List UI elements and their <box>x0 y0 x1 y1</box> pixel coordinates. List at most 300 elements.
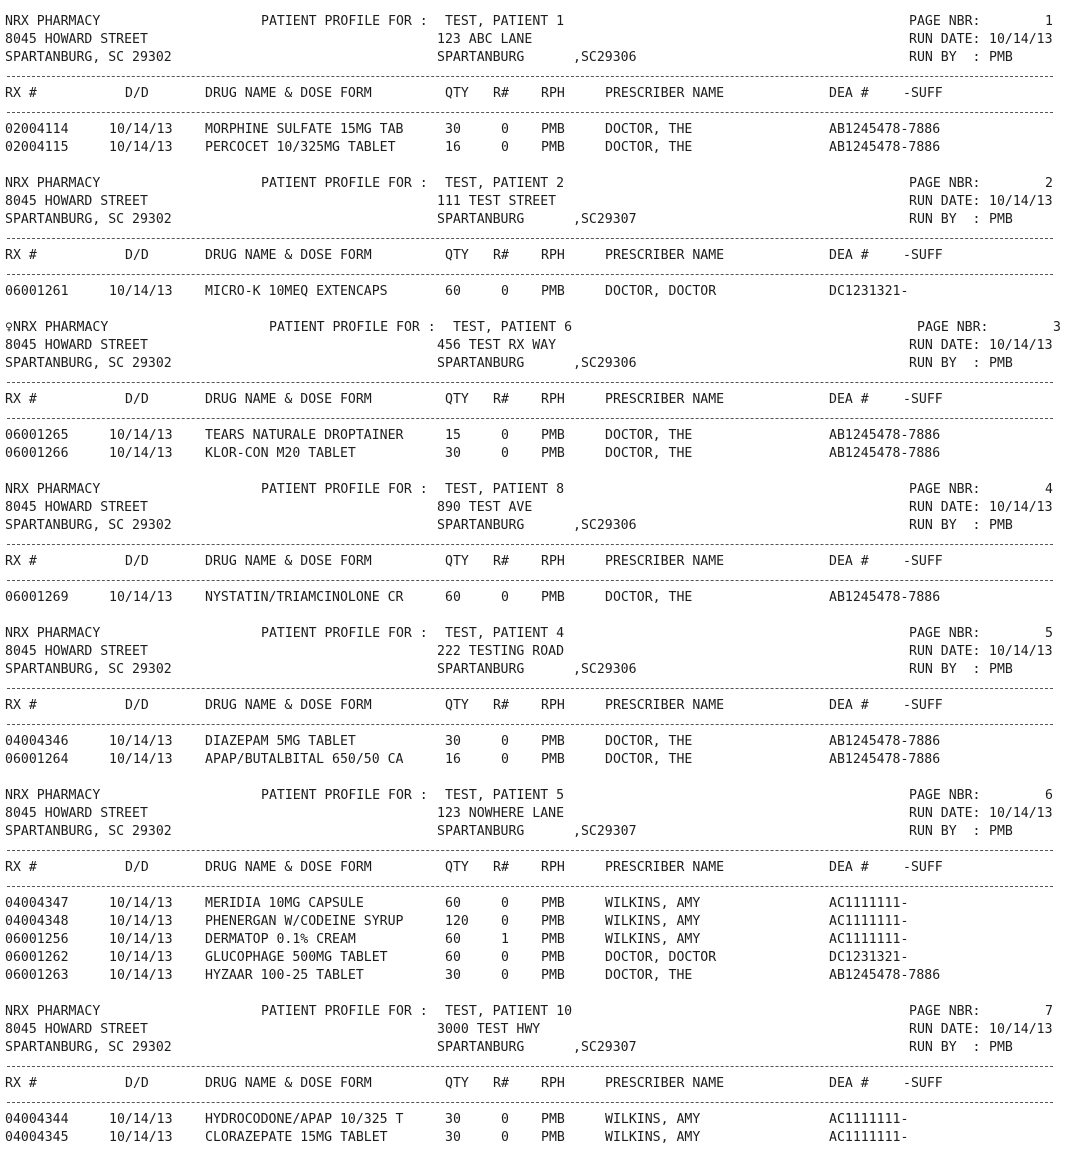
col-qty: QTY <box>445 86 469 101</box>
pharmacist: PMB <box>541 140 565 155</box>
pharmacist: PMB <box>541 1130 565 1145</box>
profile-header-line-2 <box>5 31 1071 49</box>
patient-name: TEST, PATIENT 1 <box>445 14 565 29</box>
patient-profile-label: PATIENT PROFILE FOR : <box>261 626 428 641</box>
patient-city: SPARTANBURG <box>437 212 525 227</box>
drug-name: PERCOCET 10/325MG TABLET <box>205 140 396 155</box>
rx-row <box>5 445 1071 463</box>
profile-header-line-3 <box>5 823 1071 841</box>
col-drug: DRUG NAME & DOSE FORM <box>205 248 372 263</box>
page-number: 4 <box>1045 482 1053 497</box>
dea-number: AB1245478-7886 <box>829 590 941 605</box>
refill-number: 0 <box>501 122 509 137</box>
col-qty: QTY <box>445 248 469 263</box>
dashed-separator <box>7 382 1053 383</box>
dispense-date: 10/14/13 <box>109 752 173 767</box>
run-by-label: RUN BY : <box>909 356 981 371</box>
col-dea: DEA # <box>829 86 869 101</box>
col-rph: RPH <box>541 860 565 875</box>
dea-number: AB1245478-7886 <box>829 122 941 137</box>
quantity: 60 <box>445 932 461 947</box>
dispense-date: 10/14/13 <box>109 914 173 929</box>
col-dd: D/D <box>125 392 149 407</box>
pharmacist: PMB <box>541 968 565 983</box>
patient-city: SPARTANBURG <box>437 50 525 65</box>
col-dea: DEA # <box>829 554 869 569</box>
pharmacist: PMB <box>541 284 565 299</box>
col-rx: RX # <box>5 392 37 407</box>
rx-row <box>5 1111 1071 1129</box>
run-by: PMB <box>989 1040 1013 1055</box>
dashed-separator <box>7 850 1053 851</box>
col-dd: D/D <box>125 86 149 101</box>
quantity: 30 <box>445 1130 461 1145</box>
run-by: PMB <box>989 50 1013 65</box>
pharmacist: PMB <box>541 590 565 605</box>
run-date-label: RUN DATE: <box>909 338 981 353</box>
col-drug: DRUG NAME & DOSE FORM <box>205 860 372 875</box>
drug-name: PHENERGAN W/CODEINE SYRUP <box>205 914 404 929</box>
dashed-separator <box>7 76 1053 77</box>
prescriber-name: DOCTOR, THE <box>605 446 693 461</box>
pharmacy-name: NRX PHARMACY <box>5 14 101 29</box>
profile-header-line-3 <box>5 211 1071 229</box>
col-rph: RPH <box>541 1076 565 1091</box>
pharmacy-city: SPARTANBURG, SC 29302 <box>5 356 172 371</box>
dea-number: AB1245478-7886 <box>829 446 941 461</box>
pharmacy-city: SPARTANBURG, SC 29302 <box>5 50 172 65</box>
dea-number: AB1245478-7886 <box>829 734 941 749</box>
run-date-label: RUN DATE: <box>909 806 981 821</box>
col-refills: R# <box>493 698 509 713</box>
dispense-date: 10/14/13 <box>109 968 173 983</box>
run-date: 10/14/13 <box>989 194 1053 209</box>
rx-number: 04004344 <box>5 1112 69 1127</box>
patient-state-zip: ,SC29306 <box>573 356 637 371</box>
dispense-date: 10/14/13 <box>109 590 173 605</box>
dea-number: AC1111111- <box>829 1112 909 1127</box>
rx-row <box>5 733 1071 751</box>
drug-name: DERMATOP 0.1% CREAM <box>205 932 356 947</box>
run-by: PMB <box>989 518 1013 533</box>
patient-address: 3000 TEST HWY <box>437 1022 541 1037</box>
rx-row <box>5 121 1071 139</box>
col-drug: DRUG NAME & DOSE FORM <box>205 392 372 407</box>
rx-number: 06001266 <box>5 446 69 461</box>
rx-number: 06001256 <box>5 932 69 947</box>
prescriber-name: WILKINS, AMY <box>605 914 701 929</box>
dea-number: AB1245478-7886 <box>829 140 941 155</box>
patient-profile-label: PATIENT PROFILE FOR : <box>261 1004 428 1019</box>
run-date-label: RUN DATE: <box>909 194 981 209</box>
quantity: 120 <box>445 914 469 929</box>
run-by: PMB <box>989 662 1013 677</box>
patient-state-zip: ,SC29306 <box>573 518 637 533</box>
quantity: 15 <box>445 428 461 443</box>
col-dd: D/D <box>125 1076 149 1091</box>
dispense-date: 10/14/13 <box>109 1112 173 1127</box>
col-dea: DEA # <box>829 392 869 407</box>
profile-header-line-2 <box>5 499 1071 517</box>
drug-name: HYZAAR 100-25 TABLET <box>205 968 364 983</box>
pharmacy-street: 8045 HOWARD STREET <box>5 644 148 659</box>
col-rx: RX # <box>5 86 37 101</box>
pharmacy-name: NRX PHARMACY <box>5 482 101 497</box>
dispense-date: 10/14/13 <box>109 1130 173 1145</box>
pharmacy-name: NRX PHARMACY <box>5 176 101 191</box>
pharmacy-name: NRX PHARMACY <box>5 788 101 803</box>
rx-number: 06001265 <box>5 428 69 443</box>
dea-number: AB1245478-7886 <box>829 968 941 983</box>
patient-profile-label: PATIENT PROFILE FOR : <box>261 788 428 803</box>
rx-row <box>5 1129 1071 1147</box>
col-rx: RX # <box>5 554 37 569</box>
col-refills: R# <box>493 554 509 569</box>
patient-name: TEST, PATIENT 2 <box>445 176 565 191</box>
run-date-label: RUN DATE: <box>909 500 981 515</box>
prescriber-name: DOCTOR, DOCTOR <box>605 284 717 299</box>
col-suff: -SUFF <box>903 698 943 713</box>
profile-header-line-3 <box>5 49 1071 67</box>
prescriber-name: DOCTOR, THE <box>605 734 693 749</box>
patient-profile-label: PATIENT PROFILE FOR : <box>269 320 436 335</box>
run-by: PMB <box>989 356 1013 371</box>
dashed-separator <box>7 886 1053 887</box>
column-header-row <box>5 697 1071 715</box>
run-date: 10/14/13 <box>989 1022 1053 1037</box>
run-by-label: RUN BY : <box>909 662 981 677</box>
patient-profile-label: PATIENT PROFILE FOR : <box>261 176 428 191</box>
prescriber-name: DOCTOR, DOCTOR <box>605 950 717 965</box>
col-dd: D/D <box>125 698 149 713</box>
rx-row <box>5 427 1071 445</box>
rx-number: 06001264 <box>5 752 69 767</box>
page-number: 2 <box>1045 176 1053 191</box>
pharmacy-street: 8045 HOWARD STREET <box>5 500 148 515</box>
dispense-date: 10/14/13 <box>109 140 173 155</box>
quantity: 60 <box>445 284 461 299</box>
rx-row <box>5 949 1071 967</box>
col-prescriber: PRESCRIBER NAME <box>605 1076 725 1091</box>
run-date: 10/14/13 <box>989 644 1053 659</box>
patient-name: TEST, PATIENT 6 <box>453 320 573 335</box>
page-break-marker: ♀ <box>5 320 13 335</box>
pharmacy-street: 8045 HOWARD STREET <box>5 194 148 209</box>
dashed-separator <box>7 724 1053 725</box>
pharmacist: PMB <box>541 896 565 911</box>
rx-number: 02004115 <box>5 140 69 155</box>
col-drug: DRUG NAME & DOSE FORM <box>205 554 372 569</box>
col-suff: -SUFF <box>903 554 943 569</box>
run-date-label: RUN DATE: <box>909 32 981 47</box>
dashed-separator <box>7 1066 1053 1067</box>
refill-number: 0 <box>501 968 509 983</box>
refill-number: 0 <box>501 1112 509 1127</box>
pharmacist: PMB <box>541 734 565 749</box>
patient-state-zip: ,SC29307 <box>573 824 637 839</box>
prescriber-name: WILKINS, AMY <box>605 932 701 947</box>
page-number: 5 <box>1045 626 1053 641</box>
dashed-separator <box>7 418 1053 419</box>
col-refills: R# <box>493 392 509 407</box>
col-qty: QTY <box>445 392 469 407</box>
dispense-date: 10/14/13 <box>109 734 173 749</box>
patient-state-zip: ,SC29307 <box>573 212 637 227</box>
col-qty: QTY <box>445 860 469 875</box>
run-by-label: RUN BY : <box>909 50 981 65</box>
pharmacist: PMB <box>541 446 565 461</box>
rx-row <box>5 967 1071 985</box>
patient-address: 890 TEST AVE <box>437 500 533 515</box>
dashed-separator <box>7 688 1053 689</box>
col-prescriber: PRESCRIBER NAME <box>605 698 725 713</box>
refill-number: 0 <box>501 446 509 461</box>
quantity: 30 <box>445 122 461 137</box>
pharmacy-street: 8045 HOWARD STREET <box>5 338 148 353</box>
col-rx: RX # <box>5 248 37 263</box>
column-header-row <box>5 247 1071 265</box>
pharmacist: PMB <box>541 1112 565 1127</box>
col-rx: RX # <box>5 1076 37 1091</box>
rx-number: 06001262 <box>5 950 69 965</box>
dea-number: DC1231321- <box>829 950 909 965</box>
rx-number: 02004114 <box>5 122 69 137</box>
refill-number: 0 <box>501 896 509 911</box>
dea-number: AC1111111- <box>829 932 909 947</box>
quantity: 60 <box>445 590 461 605</box>
run-by: PMB <box>989 212 1013 227</box>
dispense-date: 10/14/13 <box>109 122 173 137</box>
rx-row <box>5 589 1071 607</box>
profile-header-line-3 <box>5 1039 1071 1057</box>
quantity: 30 <box>445 1112 461 1127</box>
col-qty: QTY <box>445 1076 469 1091</box>
pharmacy-street: 8045 HOWARD STREET <box>5 806 148 821</box>
profile-header-line-1 <box>5 787 1071 805</box>
quantity: 60 <box>445 896 461 911</box>
refill-number: 0 <box>501 1130 509 1145</box>
rx-row <box>5 283 1071 301</box>
drug-name: TEARS NATURALE DROPTAINER <box>205 428 404 443</box>
run-date: 10/14/13 <box>989 338 1053 353</box>
patient-name: TEST, PATIENT 10 <box>445 1004 573 1019</box>
refill-number: 0 <box>501 428 509 443</box>
run-by-label: RUN BY : <box>909 1040 981 1055</box>
rx-row <box>5 913 1071 931</box>
pharmacy-city: SPARTANBURG, SC 29302 <box>5 518 172 533</box>
pharmacy-name: NRX PHARMACY <box>5 626 101 641</box>
pharmacy-street: 8045 HOWARD STREET <box>5 32 148 47</box>
patient-name: TEST, PATIENT 8 <box>445 482 565 497</box>
dashed-separator <box>7 112 1053 113</box>
profile-header-line-3 <box>5 661 1071 679</box>
page-nbr-label: PAGE NBR: <box>909 176 981 191</box>
col-rph: RPH <box>541 554 565 569</box>
col-dd: D/D <box>125 248 149 263</box>
page-nbr-label: PAGE NBR: <box>909 482 981 497</box>
prescriber-name: DOCTOR, THE <box>605 590 693 605</box>
col-prescriber: PRESCRIBER NAME <box>605 86 725 101</box>
prescriber-name: DOCTOR, THE <box>605 428 693 443</box>
dea-number: AC1111111- <box>829 1130 909 1145</box>
drug-name: NYSTATIN/TRIAMCINOLONE CR <box>205 590 404 605</box>
profile-header-line-2 <box>5 337 1071 355</box>
patient-city: SPARTANBURG <box>437 662 525 677</box>
col-rx: RX # <box>5 698 37 713</box>
profile-header-line-1 <box>5 625 1071 643</box>
dashed-separator <box>7 544 1053 545</box>
refill-number: 0 <box>501 734 509 749</box>
run-by: PMB <box>989 824 1013 839</box>
drug-name: KLOR-CON M20 TABLET <box>205 446 356 461</box>
drug-name: MICRO-K 10MEQ EXTENCAPS <box>205 284 388 299</box>
patient-name: TEST, PATIENT 5 <box>445 788 565 803</box>
patient-address: 456 TEST RX WAY <box>437 338 557 353</box>
dashed-separator <box>7 238 1053 239</box>
patient-profile-label: PATIENT PROFILE FOR : <box>261 14 428 29</box>
profile-header-line-1 <box>5 13 1071 31</box>
prescriber-name: DOCTOR, THE <box>605 122 693 137</box>
dispense-date: 10/14/13 <box>109 896 173 911</box>
profile-header-line-2 <box>5 193 1071 211</box>
rx-number: 04004345 <box>5 1130 69 1145</box>
refill-number: 0 <box>501 752 509 767</box>
pharmacy-street: 8045 HOWARD STREET <box>5 1022 148 1037</box>
col-drug: DRUG NAME & DOSE FORM <box>205 86 372 101</box>
prescriber-name: WILKINS, AMY <box>605 896 701 911</box>
patient-city: SPARTANBURG <box>437 518 525 533</box>
pharmacy-city: SPARTANBURG, SC 29302 <box>5 824 172 839</box>
column-header-row <box>5 859 1071 877</box>
refill-number: 0 <box>501 140 509 155</box>
drug-name: HYDROCODONE/APAP 10/325 T <box>205 1112 404 1127</box>
run-date-label: RUN DATE: <box>909 644 981 659</box>
patient-city: SPARTANBURG <box>437 356 525 371</box>
dea-number: AB1245478-7886 <box>829 428 941 443</box>
col-qty: QTY <box>445 698 469 713</box>
profile-header-line-2 <box>5 643 1071 661</box>
prescriber-name: WILKINS, AMY <box>605 1130 701 1145</box>
col-drug: DRUG NAME & DOSE FORM <box>205 1076 372 1091</box>
patient-state-zip: ,SC29306 <box>573 50 637 65</box>
run-by-label: RUN BY : <box>909 824 981 839</box>
column-header-row <box>5 85 1071 103</box>
patient-profile-label: PATIENT PROFILE FOR : <box>261 482 428 497</box>
prescriber-name: DOCTOR, THE <box>605 752 693 767</box>
col-refills: R# <box>493 248 509 263</box>
col-drug: DRUG NAME & DOSE FORM <box>205 698 372 713</box>
dispense-date: 10/14/13 <box>109 428 173 443</box>
dashed-separator <box>7 580 1053 581</box>
drug-name: MORPHINE SULFATE 15MG TAB <box>205 122 404 137</box>
dispense-date: 10/14/13 <box>109 284 173 299</box>
col-rph: RPH <box>541 392 565 407</box>
patient-address: 111 TEST STREET <box>437 194 557 209</box>
col-suff: -SUFF <box>903 86 943 101</box>
page-nbr-label: PAGE NBR: <box>909 14 981 29</box>
profile-header-line-3 <box>5 517 1071 535</box>
col-suff: -SUFF <box>903 248 943 263</box>
dispense-date: 10/14/13 <box>109 932 173 947</box>
pharmacist: PMB <box>541 122 565 137</box>
page-number: 7 <box>1045 1004 1053 1019</box>
pharmacist: PMB <box>541 428 565 443</box>
prescriber-name: WILKINS, AMY <box>605 1112 701 1127</box>
col-qty: QTY <box>445 554 469 569</box>
pharmacy-name: NRX PHARMACY <box>5 1004 101 1019</box>
pharmacist: PMB <box>541 950 565 965</box>
run-date: 10/14/13 <box>989 500 1053 515</box>
col-rx: RX # <box>5 860 37 875</box>
quantity: 30 <box>445 734 461 749</box>
refill-number: 1 <box>501 932 509 947</box>
pharmacist: PMB <box>541 932 565 947</box>
col-rph: RPH <box>541 248 565 263</box>
rx-number: 06001269 <box>5 590 69 605</box>
page-nbr-label: PAGE NBR: <box>909 1004 981 1019</box>
col-rph: RPH <box>541 698 565 713</box>
col-prescriber: PRESCRIBER NAME <box>605 554 725 569</box>
quantity: 60 <box>445 950 461 965</box>
profile-header-line-2 <box>5 805 1071 823</box>
patient-address: 123 NOWHERE LANE <box>437 806 565 821</box>
page-nbr-label: PAGE NBR: <box>917 320 989 335</box>
patient-address: 222 TESTING ROAD <box>437 644 565 659</box>
quantity: 30 <box>445 446 461 461</box>
dispense-date: 10/14/13 <box>109 446 173 461</box>
pharmacy-city: SPARTANBURG, SC 29302 <box>5 1040 172 1055</box>
patient-city: SPARTANBURG <box>437 824 525 839</box>
rx-row <box>5 139 1071 157</box>
dashed-separator <box>7 274 1053 275</box>
col-dea: DEA # <box>829 1076 869 1091</box>
profile-header-line-1 <box>5 1003 1071 1021</box>
refill-number: 0 <box>501 950 509 965</box>
col-dd: D/D <box>125 860 149 875</box>
page-number: 1 <box>1045 14 1053 29</box>
quantity: 16 <box>445 752 461 767</box>
pharmacist: PMB <box>541 914 565 929</box>
run-date: 10/14/13 <box>989 806 1053 821</box>
prescriber-name: DOCTOR, THE <box>605 140 693 155</box>
drug-name: MERIDIA 10MG CAPSULE <box>205 896 364 911</box>
page-nbr-label: PAGE NBR: <box>909 788 981 803</box>
patient-address: 123 ABC LANE <box>437 32 533 47</box>
dea-number: DC1231321- <box>829 284 909 299</box>
run-by-label: RUN BY : <box>909 212 981 227</box>
pharmacy-city: SPARTANBURG, SC 29302 <box>5 662 172 677</box>
profile-header-line-1 <box>5 175 1071 193</box>
prescriber-name: DOCTOR, THE <box>605 968 693 983</box>
dashed-separator <box>7 1102 1053 1103</box>
col-refills: R# <box>493 860 509 875</box>
drug-name: DIAZEPAM 5MG TABLET <box>205 734 356 749</box>
run-date: 10/14/13 <box>989 32 1053 47</box>
rx-number: 04004347 <box>5 896 69 911</box>
col-suff: -SUFF <box>903 1076 943 1091</box>
drug-name: GLUCOPHAGE 500MG TABLET <box>205 950 388 965</box>
col-dd: D/D <box>125 554 149 569</box>
rx-row <box>5 931 1071 949</box>
refill-number: 0 <box>501 284 509 299</box>
patient-name: TEST, PATIENT 4 <box>445 626 565 641</box>
rx-number: 04004348 <box>5 914 69 929</box>
page-number: 6 <box>1045 788 1053 803</box>
pharmacy-name: NRX PHARMACY <box>13 320 109 335</box>
dea-number: AB1245478-7886 <box>829 752 941 767</box>
profile-header-line-1 <box>5 319 1071 337</box>
refill-number: 0 <box>501 590 509 605</box>
